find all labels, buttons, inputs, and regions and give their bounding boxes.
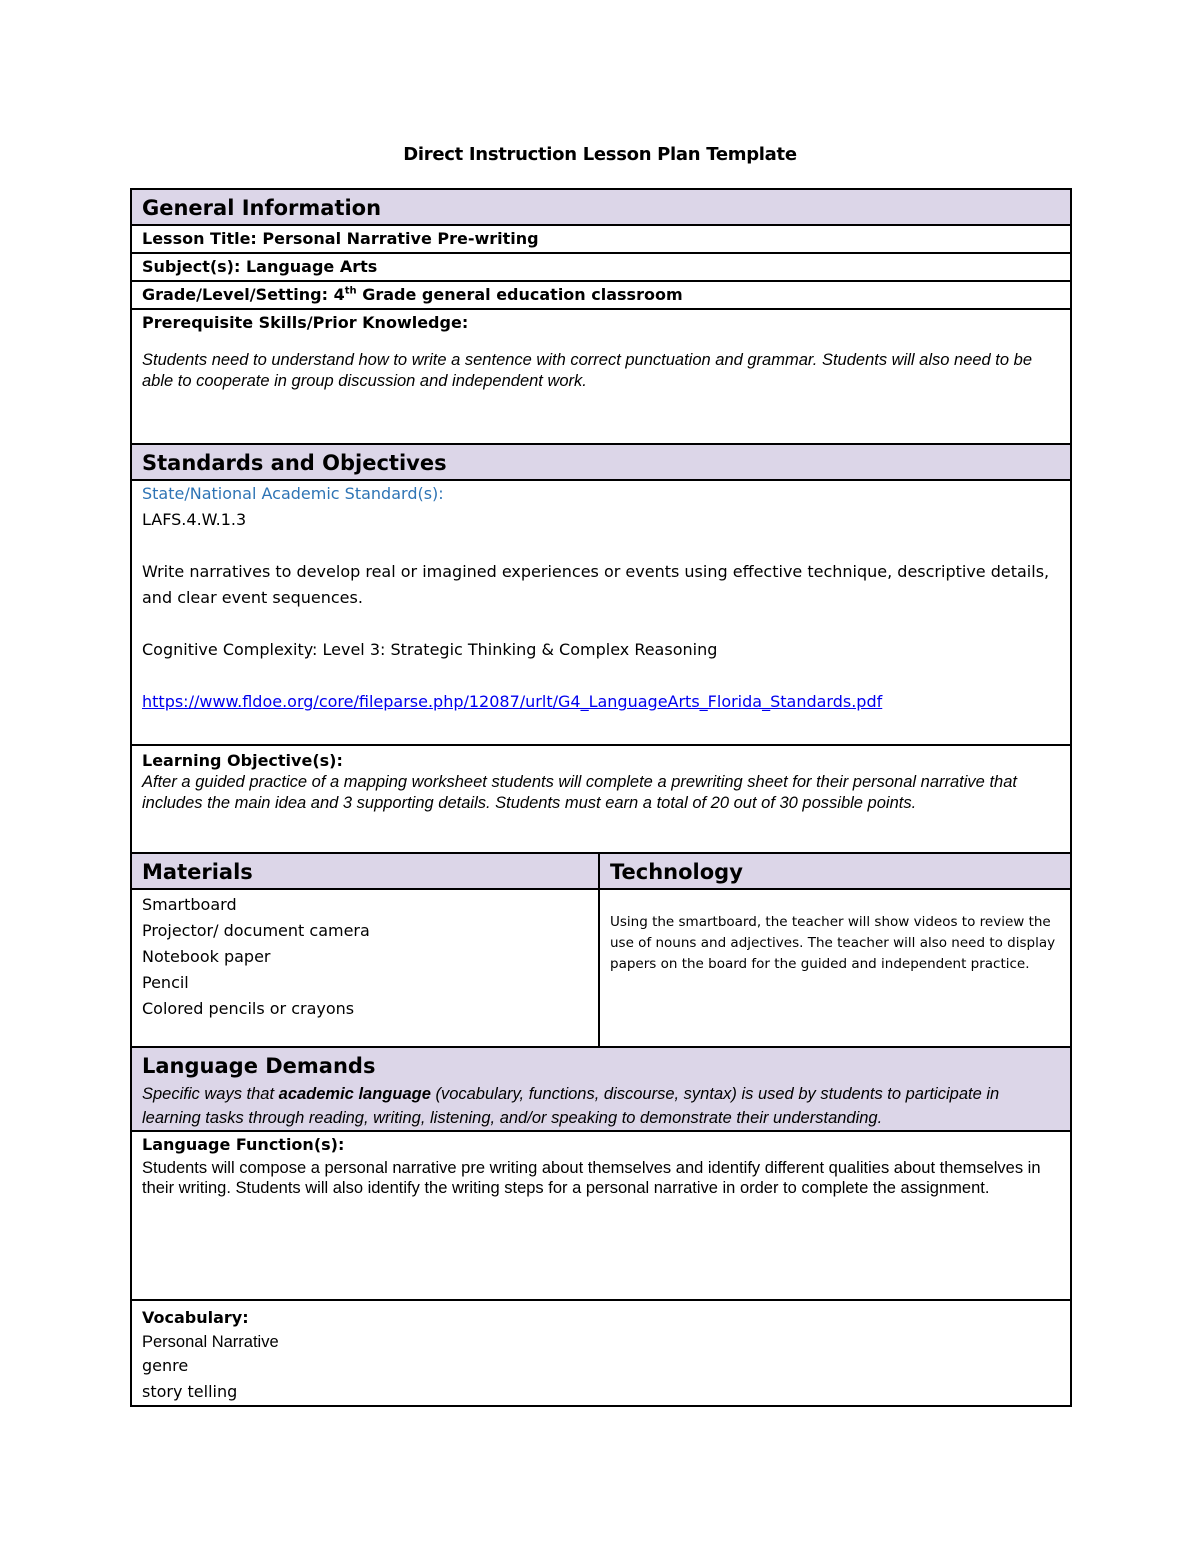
lesson-title-row: Lesson Title: Personal Narrative Pre-writing <box>131 225 1071 253</box>
standard-code: LAFS.4.W.1.3 <box>142 510 247 529</box>
language-function-text: Students will compose a personal narrative pre writing about themselves and identify different qualities about themselves in their writing. Students will also identify the writing steps for a personal narrative in order to complete the assignment. <box>142 1159 1041 1197</box>
vocabulary-item: Personal Narrative <box>142 1333 279 1351</box>
document-title: Direct Instruction Lesson Plan Template <box>403 144 797 165</box>
learning-objective-cell <box>131 745 1071 853</box>
learning-objective-text: After a guided practice of a mapping worksheet students will complete a prewriting sheet for their personal narrative that includes the main idea and 3 supporting details. Students must earn a total of 20 out of 30 possible points. <box>142 773 1017 812</box>
language-demands-header <box>131 1047 1071 1131</box>
vocabulary-item: story telling <box>142 1382 238 1401</box>
subjects-row: Subject(s): Language Arts <box>131 253 1071 281</box>
cognitive-complexity: Cognitive Complexity: Level 3: Strategic Thinking & Complex Reasoning <box>142 640 718 659</box>
grade-level-row <box>131 281 1071 309</box>
vocabulary-label: Vocabulary: <box>142 1308 249 1327</box>
language-demands-title: Language Demands <box>142 1054 376 1078</box>
standards-cell <box>131 480 1071 745</box>
materials-cell <box>131 889 599 1047</box>
language-function-cell <box>131 1131 1071 1300</box>
materials-item: Pencil <box>142 973 189 992</box>
standards-objectives-header: Standards and Objectives <box>131 444 1071 480</box>
technology-cell <box>599 889 1071 1047</box>
technology-text: Using the smartboard, the teacher will show videos to review the use of nouns and adjectives. The teacher will also need to display papers on the board for the guided and independent practice. <box>610 914 1056 972</box>
academic-language-term: academic language <box>278 1085 431 1103</box>
language-demands-description <box>142 1082 1060 1130</box>
vocabulary-cell <box>131 1300 1071 1406</box>
materials-header: Materials <box>131 853 599 889</box>
lesson-plan-table <box>130 188 1072 1407</box>
standards-link[interactable]: https://www.fldoe.org/core/fileparse.php/12087/urlt/G4_LanguageArts_Florida_Standards.pdf <box>142 692 883 711</box>
materials-item: Colored pencils or crayons <box>142 999 355 1018</box>
prerequisite-label: Prerequisite Skills/Prior Knowledge: <box>142 313 469 332</box>
grade-superscript: th <box>344 285 357 297</box>
learning-objective-label: Learning Objective(s): <box>142 751 343 770</box>
prerequisite-text: Students need to understand how to write a sentence with correct punctuation and grammar. Students will also need to be able to cooperate in group discussion and independent work. <box>142 351 1033 390</box>
vocabulary-item: genre <box>142 1356 189 1375</box>
prerequisite-cell <box>131 309 1071 444</box>
language-function-label: Language Function(s): <box>142 1135 345 1154</box>
general-information-header: General Information <box>131 189 1071 225</box>
standard-description: Write narratives to develop real or imagined experiences or events using effective technique, descriptive details, and clear event sequences. <box>142 562 1050 607</box>
materials-item: Projector/ document camera <box>142 921 370 940</box>
standard-label: State/National Academic Standard(s): <box>142 484 444 503</box>
description-part: Specific ways that <box>142 1085 279 1103</box>
technology-header: Technology <box>599 853 1071 889</box>
description-part: (vocabulary, functions, discourse, syntax) is used by students to participate in learning tasks through reading, writing, listening, and/or speaking to demonstrate their understanding. <box>142 1085 1000 1127</box>
grade-suffix: Grade general education classroom <box>356 285 683 304</box>
materials-item: Notebook paper <box>142 947 271 966</box>
materials-item: Smartboard <box>142 895 237 914</box>
grade-prefix: Grade/Level/Setting: 4 <box>142 285 345 304</box>
